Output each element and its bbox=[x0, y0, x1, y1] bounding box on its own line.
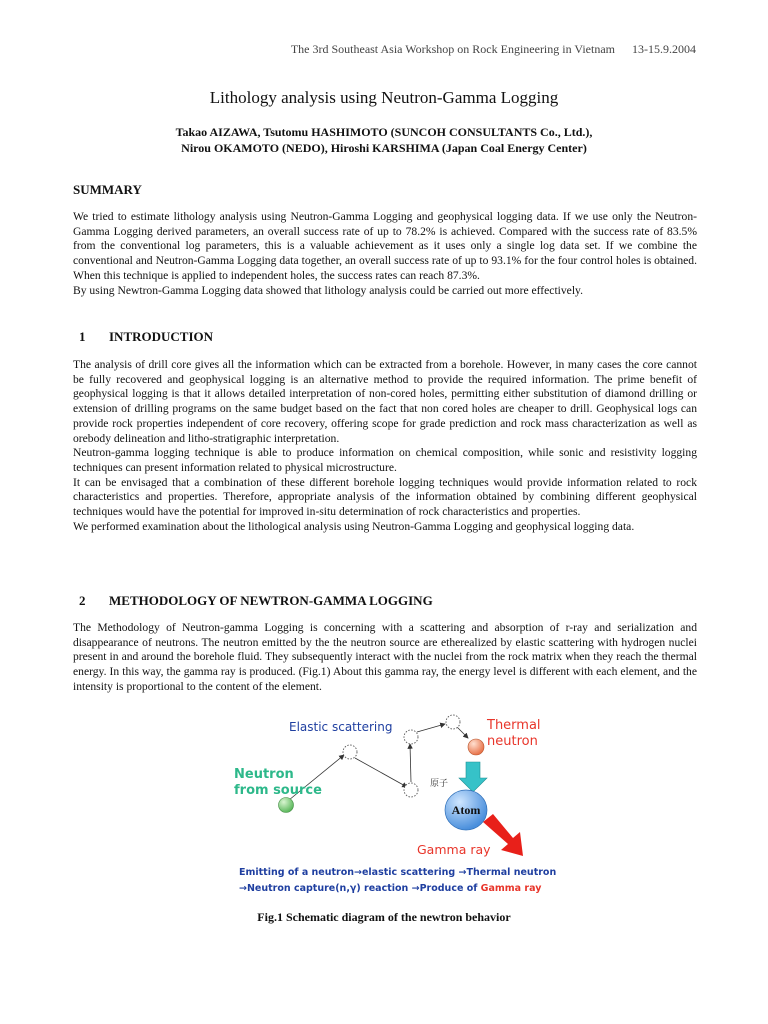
figure-1-diagram bbox=[225, 710, 565, 910]
capture-arrow bbox=[459, 762, 487, 792]
intro-paragraph-1: The analysis of drill core gives all the information which can be extracted from a borehole. However, in many cases the core cannot be fully recovered and geophysical logging is an alternative method to provide the required information. The prime benefit of geophysical logging is that it allows detailed interpretation of non-cored holes, permitting either substitution of diamond drilling or extension of drilling programs on the same budget based on the fact that non cored holes are cheaper to drill. Geophysical logs can provide rock properties independent of core recovery, offering scope for grade prediction and rock mass characterization as well as orebody delineation and litho-stratigraphic interpretation. bbox=[73, 358, 697, 445]
thermal-label-line-1: Thermal bbox=[487, 718, 541, 733]
path-arrow-3 bbox=[410, 744, 411, 782]
neutron-behavior-diagram bbox=[225, 710, 565, 910]
summary-body bbox=[73, 210, 697, 298]
author-block bbox=[0, 124, 768, 156]
section-2-number: 2 bbox=[79, 593, 86, 608]
figure-1-caption: Fig.1 Schematic diagram of the newtron behavior bbox=[257, 910, 511, 924]
section-2-title: METHODOLOGY OF NEWTRON-GAMMA LOGGING bbox=[109, 593, 433, 608]
intro-paragraph-3: It can be envisaged that a combination of these different borehole logging techniques would provide information related to rock characteristics and properties. Therefore, appropriate analysis of the information obtained by combining different geophysical techniques would have the potential for improved in-situ determination of rock characteristics and properties. bbox=[73, 475, 697, 519]
elastic-scattering-label: Elastic scattering bbox=[289, 720, 393, 734]
section-1-title: INTRODUCTION bbox=[109, 329, 214, 344]
scatter-point-2 bbox=[404, 783, 418, 797]
scatter-point-4 bbox=[446, 715, 460, 729]
methodology-body bbox=[73, 621, 697, 695]
path-arrow-5 bbox=[457, 727, 468, 738]
intro-paragraph-4: We performed examination about the lithological analysis using Neutron-Gamma Logging and geophysical logging data. bbox=[73, 519, 635, 533]
process-line-2-part-2: →Produce of bbox=[411, 883, 481, 894]
thermal-label-line-2: neutron bbox=[487, 734, 538, 749]
process-line-2-part-3: Gamma ray bbox=[480, 883, 542, 894]
workshop-date: 13-15.9.2004 bbox=[632, 42, 696, 56]
running-header bbox=[291, 42, 696, 57]
path-arrow-4 bbox=[417, 724, 445, 732]
intro-paragraph-2: Neutron-gamma logging technique is able to produce information on chemical composition, while sonic and resistivity logging techniques can present information related to physical microstructure. bbox=[73, 446, 697, 474]
summary-heading: SUMMARY bbox=[73, 182, 142, 197]
thermal-neutron-ball bbox=[468, 739, 484, 755]
neutron-label-line-2: from source bbox=[234, 783, 322, 798]
scatter-point-3 bbox=[404, 730, 418, 744]
author-line-1: Takao AIZAWA, Tsutomu HASHIMOTO (SUNCOH CONSULTANTS Co., Ltd.), bbox=[175, 125, 593, 139]
author-line-2: Nirou OKAMOTO (NEDO), Hiroshi KARSHIMA (Japan Coal Energy Center) bbox=[181, 141, 587, 155]
scatter-point-1 bbox=[343, 745, 357, 759]
process-line-2 bbox=[239, 883, 542, 894]
process-line-1: Emitting of a neutron→elastic scattering →Thermal neutron bbox=[239, 867, 557, 878]
workshop-name: The 3rd Southeast Asia Workshop on Rock Engineering in Vietnam bbox=[290, 42, 615, 56]
kanji-atom-label: 原子 bbox=[430, 779, 449, 789]
neutron-label-line-1: Neutron bbox=[234, 767, 294, 782]
neutron-source-ball bbox=[279, 798, 294, 813]
section-1-number: 1 bbox=[79, 329, 86, 344]
introduction-body bbox=[73, 358, 697, 534]
path-arrow-2 bbox=[355, 758, 407, 787]
gamma-ray-label: Gamma ray bbox=[417, 842, 491, 857]
summary-paragraph-1: We tried to estimate lithology analysis using Neutron-Gamma Logging and geophysical logging data. If we use only the Neutron-Gamma Logging derived parameters, an overall success rate of up to 78.2% is achieved. Compared with the success rate of 83.5% from the conventional log parameters, this is a valuable achievement as it uses only a single log data set. If we combine the conventional and Neutron-Gamma Logging data together, an overall success rate of up to 93.1% for the four control holes is obtained. When this technique is applied to independent holes, the success rates can reach 87.3%. bbox=[73, 210, 697, 282]
section-2-heading bbox=[73, 593, 433, 609]
process-line-2-part-1: →Neutron capture(n,γ) reaction bbox=[239, 883, 412, 894]
paper-title: Lithology analysis using Neutron-Gamma Logging bbox=[209, 88, 559, 107]
summary-paragraph-2: By using Newtron-Gamma Logging data showed that lithology analysis could be carried out more effectively. bbox=[73, 283, 583, 297]
section-1-heading bbox=[73, 329, 213, 345]
atom-label: Atom bbox=[451, 803, 481, 817]
methodology-paragraph-1: The Methodology of Neutron-gamma Logging is concerning with a scattering and absorption of r-ray and serialization and disappearance of neutrons. The neutron emitted by the the neutron source are etherealized by elastic scattering with hydrogen nuclei present in and around the borehole fluid. They subsequently interact with the nuclei from the rock matrix when they reach the thermal energy. In this way, the gamma ray is produced. (Fig.1) About this gamma ray, the energy level is different with each element, and the intensity is proportional to the content of the element. bbox=[73, 621, 697, 693]
